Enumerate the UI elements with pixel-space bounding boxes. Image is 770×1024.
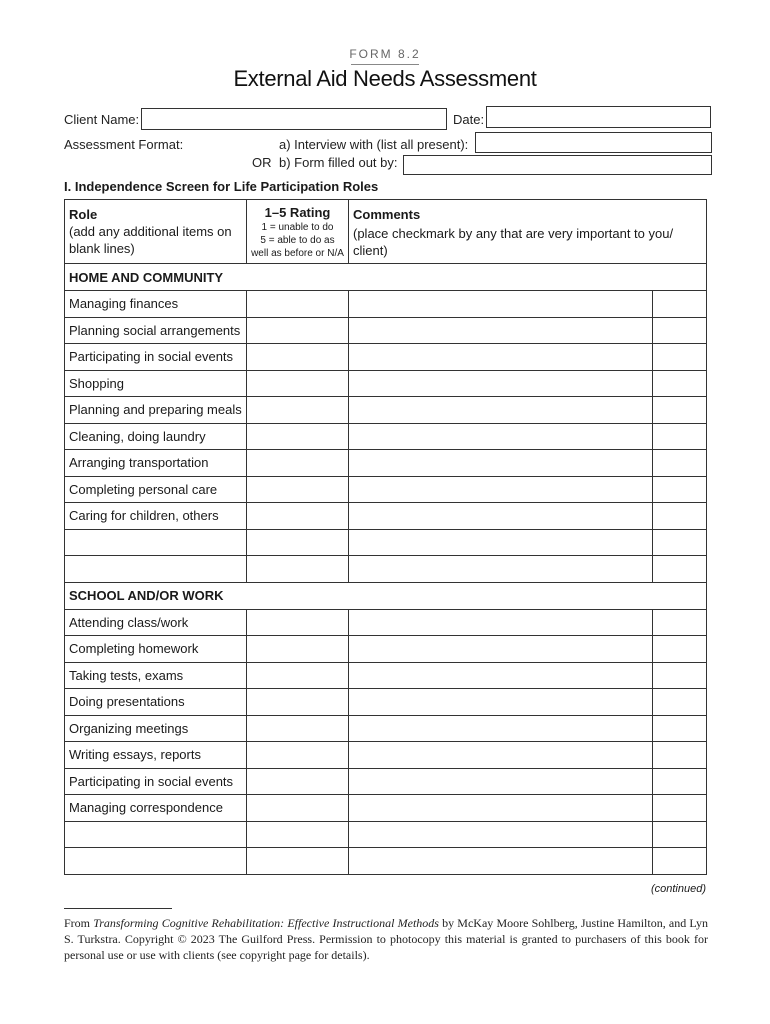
table-row bbox=[65, 476, 707, 503]
comments-cell[interactable] bbox=[349, 821, 653, 848]
role-cell: Organizing meetings bbox=[65, 715, 247, 742]
rating-cell[interactable] bbox=[247, 636, 349, 663]
table-row bbox=[65, 503, 707, 530]
role-cell: Arranging transportation bbox=[65, 450, 247, 477]
importance-checkmark-cell[interactable] bbox=[653, 529, 707, 556]
importance-checkmark-cell[interactable] bbox=[653, 476, 707, 503]
role-cell: Doing presentations bbox=[65, 689, 247, 716]
role-heading: Role bbox=[69, 207, 98, 222]
importance-checkmark-cell[interactable] bbox=[653, 795, 707, 822]
role-subheading-line-2: blank lines) bbox=[69, 241, 135, 256]
comments-cell[interactable] bbox=[349, 715, 653, 742]
importance-checkmark-cell[interactable] bbox=[653, 503, 707, 530]
client-name-field[interactable] bbox=[141, 108, 447, 130]
rating-cell[interactable] bbox=[247, 821, 349, 848]
importance-checkmark-cell[interactable] bbox=[653, 821, 707, 848]
rating-heading: 1–5 Rating bbox=[264, 204, 331, 220]
importance-checkmark-cell[interactable] bbox=[653, 848, 707, 875]
table-row bbox=[65, 423, 707, 450]
role-cell[interactable] bbox=[65, 556, 247, 583]
role-cell: Participating in social events bbox=[65, 344, 247, 371]
rating-cell[interactable] bbox=[247, 742, 349, 769]
section-header-row bbox=[65, 582, 707, 609]
table-row bbox=[65, 795, 707, 822]
comments-heading: Comments bbox=[353, 206, 421, 222]
importance-checkmark-cell[interactable] bbox=[653, 715, 707, 742]
comments-cell[interactable] bbox=[349, 556, 653, 583]
table-row bbox=[65, 768, 707, 795]
rating-cell[interactable] bbox=[247, 529, 349, 556]
role-cell: Caring for children, others bbox=[65, 503, 247, 530]
role-cell: Taking tests, exams bbox=[65, 662, 247, 689]
importance-checkmark-cell[interactable] bbox=[653, 344, 707, 371]
table-row bbox=[65, 556, 707, 583]
rating-cell[interactable] bbox=[247, 689, 349, 716]
date-label: Date: bbox=[453, 112, 485, 127]
table-header-row bbox=[65, 200, 707, 264]
importance-checkmark-cell[interactable] bbox=[653, 370, 707, 397]
table-row bbox=[65, 450, 707, 477]
rating-cell[interactable] bbox=[247, 848, 349, 875]
comments-cell[interactable] bbox=[349, 768, 653, 795]
importance-checkmark-cell[interactable] bbox=[653, 662, 707, 689]
rating-cell[interactable] bbox=[247, 503, 349, 530]
footnote-rule bbox=[64, 908, 172, 909]
or-label: OR bbox=[252, 155, 272, 170]
role-cell: Managing finances bbox=[65, 291, 247, 318]
importance-checkmark-cell[interactable] bbox=[653, 609, 707, 636]
assessment-format-label: Assessment Format: bbox=[64, 137, 184, 152]
table-row bbox=[65, 529, 707, 556]
importance-checkmark-cell[interactable] bbox=[653, 768, 707, 795]
table-row bbox=[65, 689, 707, 716]
role-cell: Completing homework bbox=[65, 636, 247, 663]
comments-cell[interactable] bbox=[349, 450, 653, 477]
importance-checkmark-cell[interactable] bbox=[653, 291, 707, 318]
date-field[interactable] bbox=[486, 106, 711, 128]
table-row bbox=[65, 715, 707, 742]
rating-cell[interactable] bbox=[247, 662, 349, 689]
importance-checkmark-cell[interactable] bbox=[653, 636, 707, 663]
role-cell: Completing personal care bbox=[65, 476, 247, 503]
importance-checkmark-cell[interactable] bbox=[653, 689, 707, 716]
page-title: External Aid Needs Assessment bbox=[233, 66, 537, 91]
role-cell: Writing essays, reports bbox=[65, 742, 247, 769]
rating-cell[interactable] bbox=[247, 450, 349, 477]
section-heading: SCHOOL AND/OR WORK bbox=[65, 582, 707, 609]
form-number: FORM 8.2 bbox=[349, 47, 421, 61]
comments-cell[interactable] bbox=[349, 291, 653, 318]
role-subheading-line-1: (add any additional items on bbox=[69, 224, 232, 239]
role-cell: Planning and preparing meals bbox=[65, 397, 247, 424]
role-cell[interactable] bbox=[65, 529, 247, 556]
role-cell[interactable] bbox=[65, 848, 247, 875]
form-number-rule bbox=[351, 64, 419, 65]
comments-cell[interactable] bbox=[349, 370, 653, 397]
rating-cell[interactable] bbox=[247, 344, 349, 371]
footnote-book-title: Transforming Cognitive Rehabilitation: Effective Instructional Methods bbox=[93, 916, 439, 930]
interview-option-label: a) Interview with (list all present): bbox=[279, 137, 469, 152]
assessment-table bbox=[64, 199, 707, 875]
footnote-credits: by McKay Moore Sohlberg, Justine Hamilton, and Lyn S. Turkstra. Copyright © 2023 The Guilford Press. Permission to photocopy this material is granted to purchasers of this book for personal use or use with clients (see copyright page for details). bbox=[64, 916, 709, 962]
comments-cell[interactable] bbox=[349, 742, 653, 769]
rating-cell[interactable] bbox=[247, 423, 349, 450]
interview-participants-field[interactable] bbox=[475, 132, 712, 153]
section-heading: HOME AND COMMUNITY bbox=[65, 264, 707, 291]
rating-scale-line-1: 1 = unable to do bbox=[261, 221, 334, 233]
rating-scale-line-3: well as before or N/A bbox=[251, 247, 344, 259]
comments-cell[interactable] bbox=[349, 795, 653, 822]
table-row bbox=[65, 609, 707, 636]
comments-cell[interactable] bbox=[349, 662, 653, 689]
table-row bbox=[65, 821, 707, 848]
comments-cell[interactable] bbox=[349, 503, 653, 530]
role-cell: Participating in social events bbox=[65, 768, 247, 795]
comments-cell[interactable] bbox=[349, 317, 653, 344]
rating-cell[interactable] bbox=[247, 609, 349, 636]
table-row bbox=[65, 291, 707, 318]
comments-cell[interactable] bbox=[349, 848, 653, 875]
rating-cell[interactable] bbox=[247, 715, 349, 742]
form-filled-by-label: b) Form filled out by: bbox=[279, 155, 398, 170]
importance-checkmark-cell[interactable] bbox=[653, 742, 707, 769]
footnote-from: From bbox=[64, 916, 91, 930]
importance-checkmark-cell[interactable] bbox=[653, 423, 707, 450]
role-column-header bbox=[65, 200, 247, 264]
comments-subheading-line-2: client) bbox=[353, 242, 388, 258]
table-row bbox=[65, 848, 707, 875]
role-cell: Shopping bbox=[65, 370, 247, 397]
rating-cell[interactable] bbox=[247, 556, 349, 583]
rating-cell[interactable] bbox=[247, 317, 349, 344]
role-cell: Cleaning, doing laundry bbox=[65, 423, 247, 450]
table-row bbox=[65, 662, 707, 689]
continued-note: (continued) bbox=[650, 883, 706, 895]
comments-cell[interactable] bbox=[349, 397, 653, 424]
importance-checkmark-cell[interactable] bbox=[653, 397, 707, 424]
importance-checkmark-cell[interactable] bbox=[653, 556, 707, 583]
rating-cell[interactable] bbox=[247, 397, 349, 424]
rating-cell[interactable] bbox=[247, 291, 349, 318]
section-title: I. Independence Screen for Life Participation Roles bbox=[64, 179, 379, 194]
comments-cell[interactable] bbox=[349, 636, 653, 663]
table-row bbox=[65, 636, 707, 663]
comments-cell[interactable] bbox=[349, 423, 653, 450]
comments-cell[interactable] bbox=[349, 344, 653, 371]
role-cell: Managing correspondence bbox=[65, 795, 247, 822]
importance-checkmark-cell[interactable] bbox=[653, 450, 707, 477]
table-row bbox=[65, 742, 707, 769]
comments-subheading-line-1: (place checkmark by any that are very important to you/ bbox=[353, 225, 674, 241]
footnote bbox=[64, 915, 708, 963]
table-row bbox=[65, 370, 707, 397]
table-row bbox=[65, 397, 707, 424]
rating-scale-line-2: 5 = able to do as bbox=[260, 234, 335, 246]
rating-cell[interactable] bbox=[247, 795, 349, 822]
role-cell[interactable] bbox=[65, 821, 247, 848]
comments-cell[interactable] bbox=[349, 609, 653, 636]
section-header-row bbox=[65, 264, 707, 291]
comments-column-header bbox=[349, 200, 707, 264]
rating-cell[interactable] bbox=[247, 476, 349, 503]
table-row bbox=[65, 344, 707, 371]
table-row bbox=[65, 317, 707, 344]
rating-cell[interactable] bbox=[247, 370, 349, 397]
rating-cell[interactable] bbox=[247, 768, 349, 795]
comments-cell[interactable] bbox=[349, 529, 653, 556]
client-name-label: Client Name: bbox=[64, 112, 140, 127]
comments-cell[interactable] bbox=[349, 689, 653, 716]
role-cell: Attending class/work bbox=[65, 609, 247, 636]
rating-column-header bbox=[247, 200, 349, 264]
importance-checkmark-cell[interactable] bbox=[653, 317, 707, 344]
comments-cell[interactable] bbox=[349, 476, 653, 503]
role-cell: Planning social arrangements bbox=[65, 317, 247, 344]
form-filled-by-field[interactable] bbox=[403, 155, 712, 175]
